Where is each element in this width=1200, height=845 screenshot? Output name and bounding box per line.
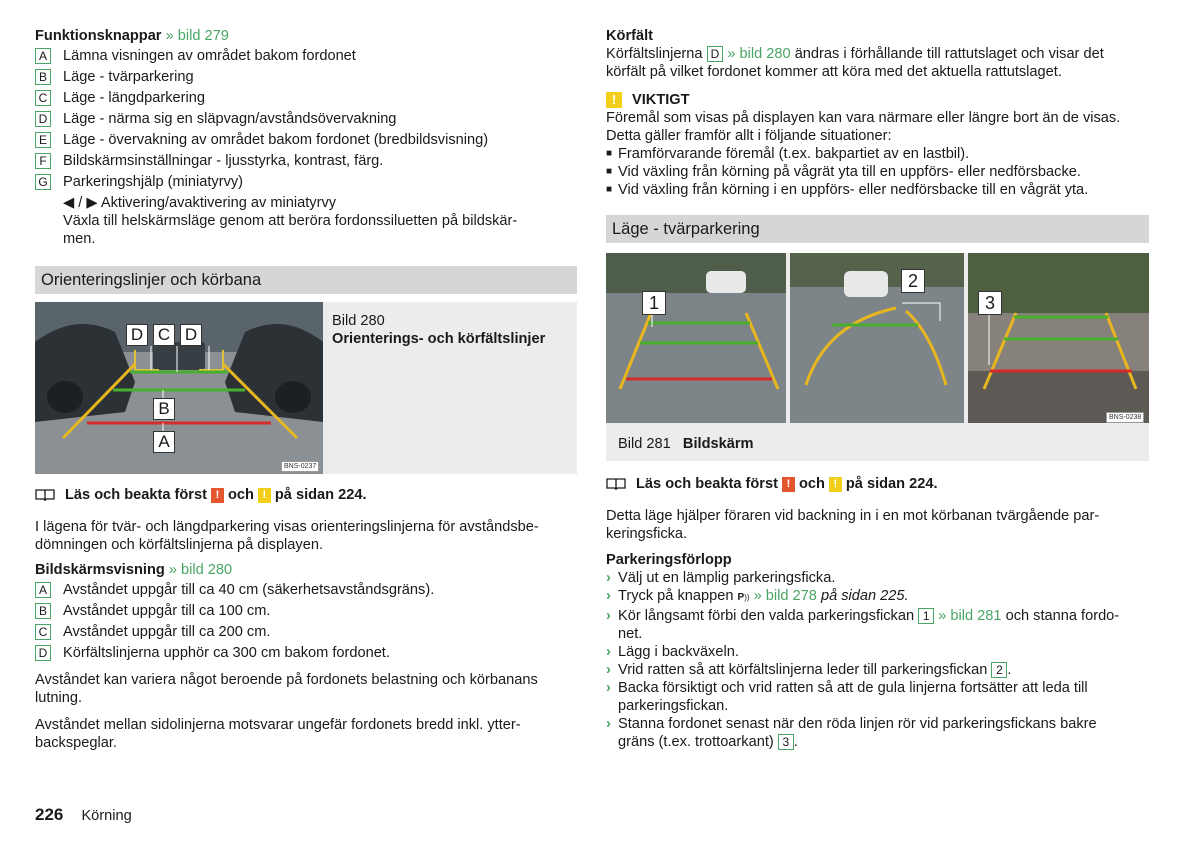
key-box: C	[35, 90, 51, 106]
key-list-item	[35, 110, 577, 131]
page-number: 226	[35, 805, 64, 824]
section-title-cross-parking: Läge - tvärparkering	[606, 215, 1149, 243]
paragraph-line: dömningen och körfältslinjerna på displayen.	[35, 537, 323, 553]
read-first-and: och	[227, 487, 254, 503]
key-list-text: Parkeringshjälp (miniatyrvy)	[63, 174, 244, 190]
read-first-notice-left	[35, 486, 577, 504]
key-list-item	[35, 89, 577, 110]
bullet-item	[606, 163, 1149, 181]
key-list-text: Lämna visningen av området bakom fordonet	[63, 48, 356, 64]
warning-yellow-icon: !	[829, 477, 842, 492]
paragraph-line: Föremål som visas på displayen kan vara närmare eller längre bort än de visas.	[606, 110, 1121, 126]
key-list-item	[35, 152, 577, 173]
park-assist-button-icon: P	[737, 592, 745, 603]
key-box: G	[35, 174, 51, 190]
text: Stanna fordonet senast när den röda linjen rör vid parkeringsfickans bakre	[618, 716, 1097, 732]
figure-281-code: BNS-0238	[1106, 412, 1144, 423]
key-box: 3	[778, 734, 794, 750]
book-icon	[35, 488, 55, 502]
arrow-icon: ›	[606, 716, 611, 732]
intro-paragraph	[35, 518, 577, 554]
paragraph-line	[606, 45, 1149, 63]
figure-reference-link[interactable]: » bild 281	[938, 608, 1002, 624]
figure-280	[35, 302, 577, 474]
figure-280-caption	[332, 312, 572, 348]
step-text	[618, 607, 1119, 643]
step-text: Stanna fordonet senast när den röda linjen rör vid parkeringsfickans bakre gräns (t.ex. trottoarkant) 3 .	[618, 716, 1097, 750]
text: på sidan 225.	[820, 588, 909, 604]
text: Körfältslinjerna	[606, 46, 703, 62]
text: Kör långsamt förbi den valda parkeringsfickan	[618, 608, 915, 624]
key-box: 2	[991, 662, 1007, 678]
read-first-text: Läs och beakta först	[65, 487, 207, 503]
figure-label-2: 2	[901, 269, 925, 293]
paragraph-line: lutning.	[35, 690, 83, 706]
g-line-3: Växla till helskärmsläge genom att beröra fordonssiluetten på bildskär-	[63, 213, 518, 229]
paragraph-line: körfält på vilket fordonet kommer att köra med det aktuella rattutslaget.	[606, 64, 1062, 80]
step-item	[606, 587, 1149, 607]
bullet-item	[606, 181, 1149, 199]
g-description	[35, 194, 577, 248]
key-list-text: Bildskärmsinställningar - ljusstyrka, kontrast, färg.	[63, 153, 384, 169]
step-text: Vrid ratten så att körfältslinjerna leder till parkeringsfickan 2 .	[618, 662, 1012, 678]
arrow-icon: ›	[606, 662, 611, 678]
text: och stanna fordo-	[1005, 608, 1120, 624]
korfalt-paragraph	[606, 45, 1149, 81]
text: parkeringsfickan.	[618, 698, 729, 714]
section-title-orientation: Orienteringslinjer och körbana	[35, 266, 577, 294]
bullet-item	[606, 145, 1149, 163]
page-footer	[35, 806, 132, 825]
read-first-page: på sidan 224.	[845, 476, 938, 492]
key-box: C	[35, 624, 51, 640]
figure-title: Orienterings- och körfältslinjer	[332, 331, 546, 347]
figure-number: Bild 281	[618, 436, 671, 452]
step-text	[618, 587, 909, 607]
key-box: D	[35, 645, 51, 661]
key-list-text: Avståndet uppgår till ca 40 cm (säkerhetsavståndsgräns).	[63, 582, 435, 598]
bullet-text: Framförvarande föremål (t.ex. bakpartiet av en lastbil).	[618, 146, 970, 162]
square-bullet-icon: ■	[606, 148, 613, 159]
figure-281	[606, 253, 1149, 461]
key-box: F	[35, 153, 51, 169]
key-list-item	[35, 602, 577, 623]
key-list-item	[35, 173, 577, 194]
figure-label-3: 3	[978, 291, 1002, 315]
warning-yellow-icon: !	[606, 92, 622, 108]
key-list-text: Läge - längdparkering	[63, 90, 205, 106]
viktigt-heading	[606, 91, 1149, 109]
paragraph-variation	[35, 671, 577, 707]
read-first-notice-right	[606, 475, 1149, 493]
key-list-text: Läge - tvärparkering	[63, 69, 194, 85]
read-first-text: Läs och beakta först	[636, 476, 778, 492]
figure-label-d-left: D	[126, 324, 148, 346]
figure-label-a: A	[153, 431, 175, 453]
text: Vrid ratten så att körfältslinjerna leder till parkeringsfickan	[618, 662, 988, 678]
key-box: E	[35, 132, 51, 148]
step-text: Lägg i backväxeln.	[618, 644, 739, 660]
key-box: D	[707, 46, 724, 62]
figure-label-c: C	[153, 324, 175, 346]
paragraph-line: backspeglar.	[35, 735, 117, 751]
arrow-icon: ›	[606, 608, 611, 624]
key-list-text: Läge - övervakning av området bakom fordonet (bredbildsvisning)	[63, 132, 489, 148]
step-text: Välj ut en lämplig parkeringsficka.	[618, 570, 836, 586]
text: net.	[618, 626, 643, 642]
warning-red-icon: !	[782, 477, 795, 492]
parking-steps	[606, 569, 1149, 751]
key-list-item	[35, 581, 577, 602]
paragraph-line: I lägena för tvär- och längdparkering visas orienteringslinjerna för avståndsbe-	[35, 519, 539, 535]
figure-title: Bildskärm	[682, 436, 754, 452]
arrow-icon: ›	[606, 680, 611, 696]
key-list-text: Läge - närma sig en släpvagn/avståndsövervakning	[63, 111, 397, 127]
key-box: A	[35, 582, 51, 598]
bullet-text: Vid växling från körning i en uppförs- eller nedförsbacke till en vågrät yta.	[618, 182, 1089, 198]
key-box: A	[35, 48, 51, 64]
text: gräns (t.ex. trottoarkant)	[618, 734, 774, 750]
arrow-icon: ›	[606, 570, 611, 586]
g-line-4: men.	[63, 231, 96, 247]
figure-label-b: B	[153, 398, 175, 420]
figure-280-image	[35, 302, 323, 474]
key-list-text: Avståndet uppgår till ca 200 cm.	[63, 624, 271, 640]
figure-reference-link[interactable]: » bild 279	[165, 28, 229, 44]
left-column	[35, 27, 577, 752]
chapter-name: Körning	[81, 808, 132, 824]
heading-text: Bildskärmsvisning	[35, 562, 165, 578]
paragraph-line: Avståndet kan variera något beroende på fordonets belastning och körbanans	[35, 672, 538, 688]
figure-label-1: 1	[642, 291, 666, 315]
text: Backa försiktigt och vrid ratten så att de gula linjerna fortsätter att leda till	[618, 680, 1088, 696]
arrow-icon: ›	[606, 644, 611, 660]
read-first-and: och	[798, 476, 825, 492]
viktigt-bullets	[606, 145, 1149, 199]
step-item	[606, 715, 1149, 751]
figure-label-d-right: D	[180, 324, 202, 346]
key-box: B	[35, 69, 51, 85]
g-line-2: ◀ / ▶ Aktivering/avaktivering av miniatyrvy	[63, 195, 337, 211]
key-box: 1	[918, 608, 934, 624]
paragraph-side-lines	[35, 716, 577, 752]
square-bullet-icon: ■	[606, 184, 613, 195]
mode-intro-paragraph	[606, 507, 1149, 543]
key-box: D	[35, 111, 51, 127]
right-column	[606, 27, 1149, 751]
funktionsknappar-heading	[35, 27, 577, 45]
bullet-text: Vid växling från körning på vågrät yta till en uppförs- eller nedförsbacke.	[618, 164, 1081, 180]
book-icon	[606, 477, 626, 491]
bildskarm-heading	[35, 561, 577, 579]
key-list-item	[35, 131, 577, 152]
step-item	[606, 661, 1149, 679]
figure-number: Bild 280	[332, 313, 385, 329]
key-list-text: Körfältslinjerna upphör ca 300 cm bakom fordonet.	[63, 645, 390, 661]
paragraph-line: Avståndet mellan sidolinjerna motsvarar ungefär fordonets bredd inkl. ytter-	[35, 717, 521, 733]
key-list-text: Avståndet uppgår till ca 100 cm.	[63, 603, 271, 619]
figure-281-image	[606, 253, 1149, 423]
arrow-icon: ›	[606, 588, 611, 604]
viktigt-box	[606, 109, 1149, 199]
paragraph-line: Detta läge hjälper föraren vid backning in i en mot körbanan tvärgående par-	[606, 508, 1100, 524]
key-list-item	[35, 47, 577, 68]
parking-procedure-heading: Parkeringsförlopp	[606, 552, 732, 568]
sound-wave-icon: ))	[744, 593, 750, 602]
read-first-page: på sidan 224.	[274, 487, 367, 503]
step-text	[618, 679, 1088, 715]
key-box: B	[35, 603, 51, 619]
figure-281-caption	[618, 435, 754, 453]
paragraph-line: keringsficka.	[606, 526, 688, 542]
figure-reference-link[interactable]: » bild 280	[168, 562, 233, 578]
step-item	[606, 569, 1149, 587]
key-list-item	[35, 644, 577, 665]
distance-list	[35, 581, 577, 665]
warning-red-icon: !	[211, 488, 224, 503]
text: ändras i förhållande till rattutslaget och visar det	[794, 46, 1104, 62]
function-button-list	[35, 47, 577, 194]
square-bullet-icon: ■	[606, 166, 613, 177]
figure-280-code: BNS-0237	[281, 461, 319, 472]
korfalt-heading: Körfält	[606, 28, 654, 44]
figure-reference-link[interactable]: » bild 280	[727, 46, 791, 62]
heading-text: Funktionsknappar	[35, 28, 162, 44]
step-item	[606, 607, 1149, 643]
text: Tryck på knappen	[618, 588, 734, 604]
key-list-item	[35, 68, 577, 89]
figure-reference-link[interactable]: » bild 278	[753, 588, 817, 604]
key-list-item	[35, 623, 577, 644]
viktigt-label: VIKTIGT	[632, 92, 690, 108]
step-item	[606, 643, 1149, 661]
paragraph-line: Detta gäller framför allt i följande situationer:	[606, 128, 892, 144]
step-item	[606, 679, 1149, 715]
warning-yellow-icon: !	[258, 488, 271, 503]
